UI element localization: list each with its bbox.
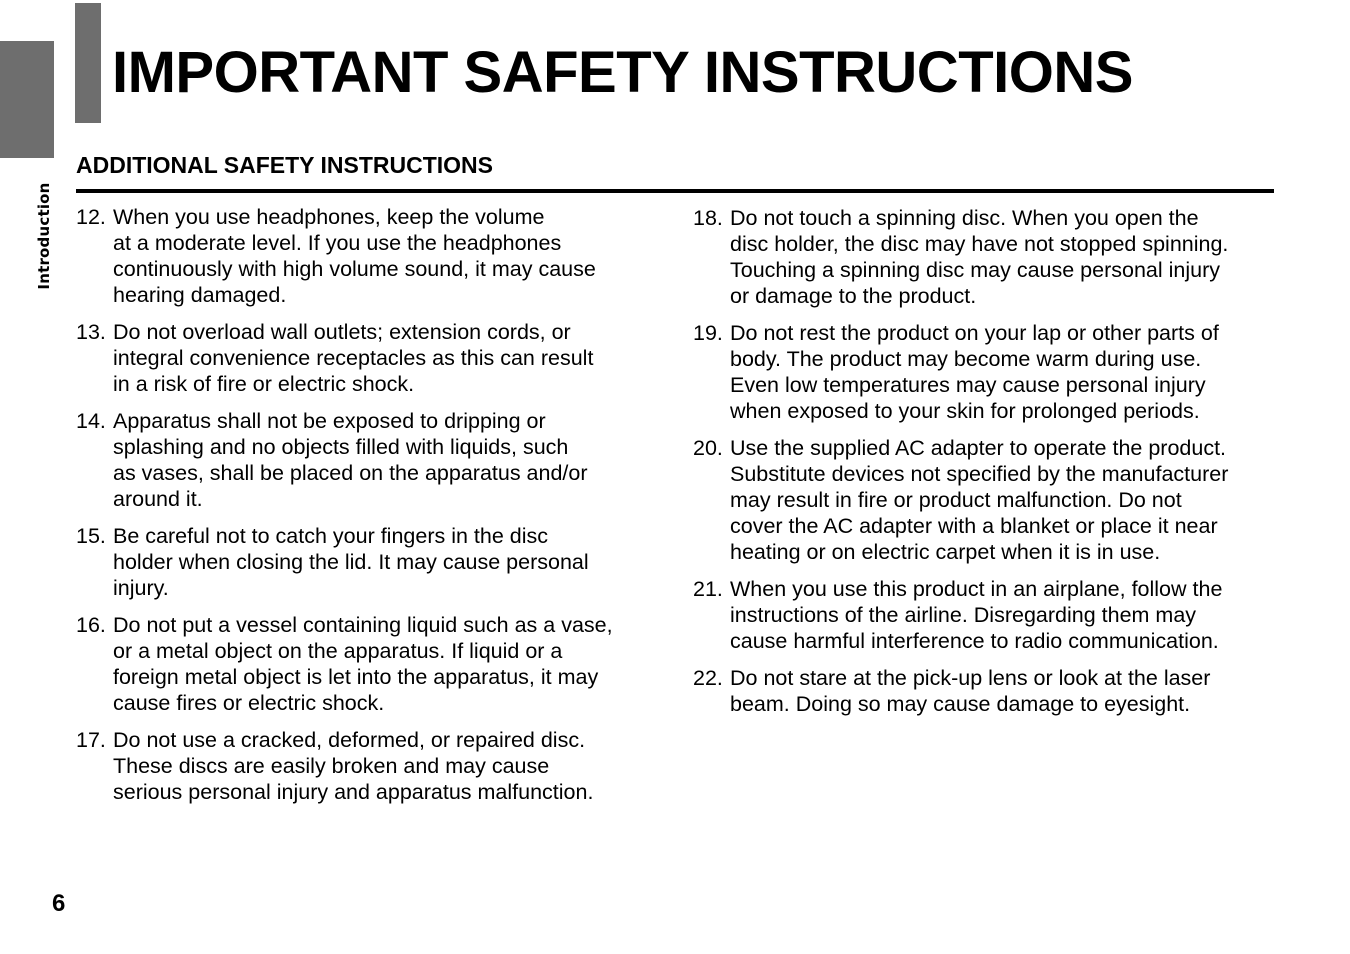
instruction-number: 16. xyxy=(76,613,106,637)
instructions-column-left xyxy=(76,204,666,816)
instruction-text: Do not use a cracked, deformed, or repaired disc. These discs are easily broken and may cause serious personal injury and apparatus malfunction. xyxy=(113,728,594,804)
instruction-item xyxy=(693,320,1283,424)
instruction-item xyxy=(693,205,1283,309)
instruction-text: Do not put a vessel containing liquid such as a vase, or a metal object on the apparatus. If liquid or a foreign metal object is let into the apparatus, it may cause fires or electric shock. xyxy=(113,613,613,715)
instruction-item xyxy=(693,576,1283,654)
instruction-number: 14. xyxy=(76,409,106,433)
instruction-text: Use the supplied AC adapter to operate the product. Substitute devices not specified by the manufacturer may result in fire or product malfunction. Do not cover the AC adapter with a blanket or place it near heating or on electric carpet when it is in use. xyxy=(730,436,1229,564)
instructions-column-right xyxy=(693,205,1283,728)
page-number: 6 xyxy=(52,890,66,917)
section-tab-marker xyxy=(0,41,54,158)
instruction-number: 21. xyxy=(693,577,723,601)
section-label: Introduction xyxy=(35,182,53,290)
subsection-title: ADDITIONAL SAFETY INSTRUCTIONS xyxy=(76,152,493,178)
instruction-number: 15. xyxy=(76,524,106,548)
instruction-number: 13. xyxy=(76,320,106,344)
instruction-item xyxy=(693,665,1283,717)
instruction-text: When you use this product in an airplane, follow the instructions of the airline. Disregarding them may cause harmful interference to radio communication. xyxy=(730,577,1223,653)
instruction-number: 17. xyxy=(76,728,106,752)
instruction-item xyxy=(76,523,666,601)
page-title: IMPORTANT SAFETY INSTRUCTIONS xyxy=(112,40,1133,105)
instruction-text: Be careful not to catch your fingers in the disc holder when closing the lid. It may cause personal injury. xyxy=(113,524,589,600)
instruction-item xyxy=(76,408,666,512)
section-divider xyxy=(76,189,1274,193)
instruction-text: When you use headphones, keep the volume at a moderate level. If you use the headphones continuously with high volume sound, it may cause hearing damaged. xyxy=(113,205,596,307)
instruction-number: 12. xyxy=(76,205,106,229)
instruction-item xyxy=(76,204,666,308)
instruction-text: Do not rest the product on your lap or other parts of body. The product may become warm during use. Even low temperatures may cause personal injury when exposed to your skin for prolonged periods. xyxy=(730,321,1219,423)
instruction-item xyxy=(693,435,1283,565)
instruction-item xyxy=(76,727,666,805)
instruction-number: 20. xyxy=(693,436,723,460)
instruction-number: 22. xyxy=(693,666,723,690)
instruction-number: 18. xyxy=(693,206,723,230)
instruction-item xyxy=(76,319,666,397)
title-accent-bar xyxy=(75,3,101,123)
instruction-text: Do not stare at the pick-up lens or look at the laser beam. Doing so may cause damage to eyesight. xyxy=(730,666,1211,716)
instruction-number: 19. xyxy=(693,321,723,345)
instruction-text: Do not overload wall outlets; extension cords, or integral convenience receptacles as this can result in a risk of fire or electric shock. xyxy=(113,320,594,396)
instruction-text: Do not touch a spinning disc. When you open the disc holder, the disc may have not stopped spinning. Touching a spinning disc may cause personal injury or damage to the product. xyxy=(730,206,1229,308)
instruction-text: Apparatus shall not be exposed to dripping or splashing and no objects filled with liquids, such as vases, shall be placed on the apparatus and/or around it. xyxy=(113,409,588,511)
instruction-item xyxy=(76,612,666,716)
